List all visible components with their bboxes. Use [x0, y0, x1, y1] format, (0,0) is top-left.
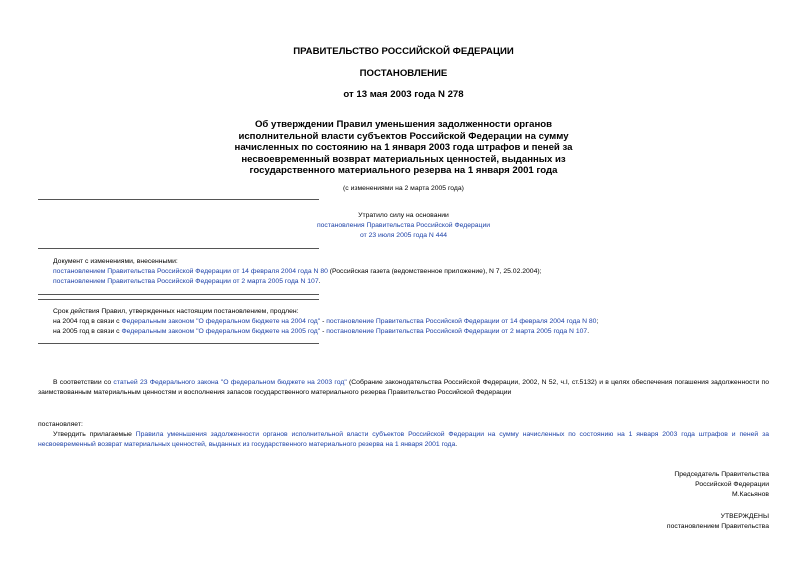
divider	[38, 248, 319, 249]
amendments-intro: Документ с изменениями, внесенными:	[53, 258, 178, 265]
amendment-link-2005[interactable]: постановлением Правительства Российской Федерации от 2 марта 2005 года N 107	[53, 278, 319, 285]
approval-end: .	[455, 441, 458, 449]
changes-note: (с изменениями на 2 марта 2005 года)	[343, 185, 464, 192]
validity-text: на 2004 год в связи с	[53, 318, 122, 325]
validity-dash: -	[320, 328, 327, 335]
divider	[38, 299, 319, 300]
signature-block	[674, 470, 769, 500]
divider	[38, 294, 319, 295]
decree-80-link[interactable]: постановление Правительства Российской Федерации от 14 февраля 2004 года N 80	[326, 318, 597, 325]
title-line: исполнительной власти субъектов Российской Федерации на сумму	[238, 130, 569, 142]
resolves-word: постановляет:	[38, 421, 83, 428]
title-line: Об утверждении Правил уменьшения задолженности органов	[254, 119, 553, 130]
validity-block	[53, 307, 598, 337]
validity-text: на 2005 год в связи с	[53, 328, 122, 335]
document-date-number: от 13 мая 2003 года N 278	[343, 89, 464, 100]
title-line: государственного материального резерва на 1 января 2001 года	[249, 165, 558, 176]
preamble-paragraph	[38, 378, 769, 398]
budget-law-2003-article-link[interactable]: статьей 23 Федерального закона "О федеральном бюджете на 2003 год"	[113, 379, 347, 386]
approval-text: Утвердить прилагаемые	[53, 431, 136, 438]
signer-title: Председатель Правительства	[674, 471, 769, 478]
signer-title-2: Российской Федерации	[695, 481, 769, 488]
decree-107-link[interactable]: постановление Правительства Российской Федерации от 2 марта 2005 года N 107	[326, 328, 588, 335]
rules-link[interactable]: Правила уменьшения задолженности органов исполнительной власти субъектов Российской Федерации на сумму начисленных по состоянию на 1 января 2003 года штрафов и пеней за несвоевременный возврат материальных ценностей, выданных из государственного материального резерва на 1 января 2001 года	[38, 431, 769, 449]
budget-law-2005-link[interactable]: Федеральным законом "О федеральном бюджете на 2005 год"	[121, 328, 321, 335]
validity-end: .	[587, 328, 590, 335]
approved-block	[667, 512, 769, 532]
expired-decree-link[interactable]: постановления Правительства Российской Федерации	[316, 222, 491, 229]
preamble-text: В соответствии со	[53, 379, 114, 386]
document-type: ПОСТАНОВЛЕНИЕ	[359, 68, 448, 79]
validity-dash: -	[320, 318, 327, 325]
signer-name: М.Касьянов	[731, 491, 769, 498]
amendment-link-2004[interactable]: постановлением Правительства Российской Федерации от 14 февраля 2004 года N 80	[53, 268, 328, 275]
divider	[38, 343, 319, 344]
amendment-end: .	[318, 278, 321, 285]
document-title	[0, 119, 807, 177]
amendments-block	[53, 257, 542, 287]
preamble-text: (Собрание законодательства Российской Федерации, 2002, N 52, ч.I, ст.5132) и в целях обеспечения погашения задолженности по заимствованным материальным ценностям и восполнения запасов государственного материального резерва Правительство Российской Федерации	[38, 379, 769, 397]
budget-law-2004-link[interactable]: Федеральным законом "О федеральном бюджете на 2004 год"	[121, 318, 321, 325]
approved-label: УТВЕРЖДЕНЫ	[720, 513, 769, 520]
validity-end: ;	[596, 318, 599, 325]
issuing-authority: ПРАВИТЕЛЬСТВО РОССИЙСКОЙ ФЕДЕРАЦИИ	[293, 46, 514, 57]
expired-text: Утратило силу на основании	[358, 212, 449, 219]
title-line: начисленных по состоянию на 1 января 2003 года штрафов и пеней за	[234, 142, 573, 153]
expired-decree-date-link[interactable]: от 23 июля 2005 года N 444	[359, 232, 448, 239]
validity-intro: Срок действия Правил, утвержденных настоящим постановлением, продлен:	[53, 308, 299, 315]
approval-paragraph	[38, 430, 769, 450]
title-line: несвоевременный возврат материальных ценностей, выданных из	[241, 153, 566, 165]
divider	[38, 199, 319, 200]
amendment-source: (Российская газета (ведомственное приложение), N 7, 25.02.2004);	[327, 268, 542, 275]
approved-by: постановлением Правительства	[666, 523, 769, 530]
expired-notice	[0, 211, 807, 241]
